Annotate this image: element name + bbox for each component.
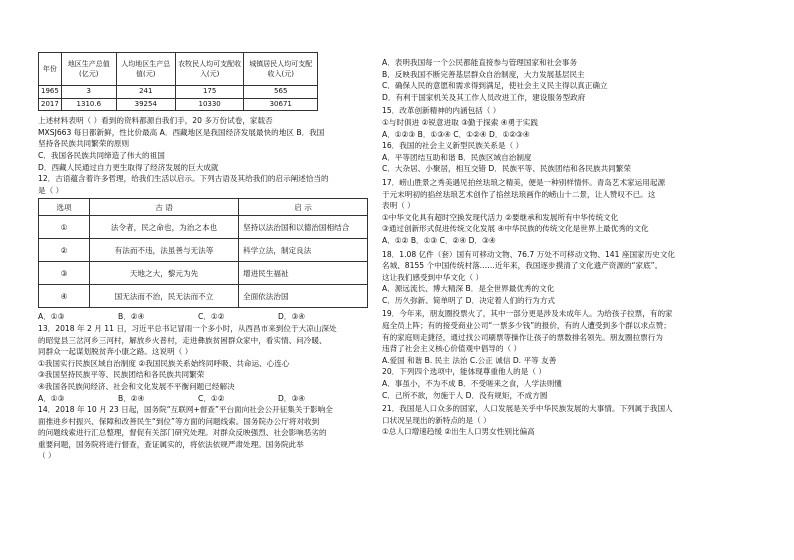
text-line: ①与时俱进 ②锐意进取 ③勤于探索 ④勇于实践 (382, 117, 538, 127)
text-line: D．有利于国家机关及其工作人员改进工作，建设服务型政府 (382, 92, 586, 102)
text-line: A.爱国 和谐 B. 民主 法治 C.公正 诚信 D. 平等 友善 (382, 355, 557, 365)
answer-option: D．③④ (278, 393, 306, 403)
answer-option: A．①③ (38, 393, 65, 403)
table-cell: ① (39, 216, 90, 239)
text-line: A．①②③ B．①③④ C．①②④ D．①②③④ (382, 129, 530, 139)
table-header-cell: 选项 (39, 199, 90, 216)
table-header-cell: 地区生产总值(亿元) (61, 53, 116, 86)
table-cell: 39254 (116, 98, 175, 111)
table-row (39, 216, 368, 239)
text-line: ①我国实行民族区域自治制度 ②我国民族关系始终同呼吸、共命运、心连心 (38, 358, 290, 368)
answer-option: C．①② (198, 393, 225, 403)
text-line: C．历久弥新、简单明了 D．决定着人们的行为方式 (382, 295, 556, 305)
text-line: 19．今年来，朋友圈投票火了，其中一部分更是涉及未成年人。为给孩子拉票，有的家 (382, 309, 673, 319)
text-line: C．确保人民的意愿和需求得到满足，使社会主义民主得以真正确立 (382, 81, 608, 91)
text-line: A．①② B．①③ C．②④ D．③④ (382, 235, 496, 245)
text-line: 上述材料表明（ ）看到的资料都源自我们手，20 多万份试卷，家载否 (38, 116, 273, 126)
right-column (382, 57, 760, 438)
table-cell: ② (39, 239, 90, 262)
table-row (39, 285, 368, 308)
table-row (39, 98, 318, 111)
answer-option: C．①② (198, 312, 225, 322)
table-header-cell: 农牧民人均可支配收入(元) (175, 53, 244, 86)
table-cell: 241 (116, 86, 175, 99)
text-line: A．平等团结互助和谐 B．民族区域自治制度 (382, 152, 532, 162)
table-cell: 国无法而不治，民无法而不立 (90, 285, 239, 308)
text-line: 表明（ ） (382, 201, 415, 211)
table-header-cell: 古 语 (90, 199, 239, 216)
text-line: 21．我国是人口众多的国家，人口发展是关乎中华民族发展的大事情。下列属于我国人 (382, 404, 673, 414)
answer-option: A．①③ (38, 312, 65, 322)
text-line: 坚持各民族共同繁荣的原则 (38, 139, 130, 149)
text-line: A．事虽小，不为不成 B．不受嗟来之食，人学法则懂 (382, 379, 562, 389)
text-line: C．大杂居、小聚居，相互交错 D．民族平等、民族团结和各民族共同繁荣 (382, 164, 631, 174)
text-line: 违背了社会主义核心价值观中倡导的（ ） (382, 344, 522, 354)
answer-option: B．②④ (118, 393, 145, 403)
text-line: 有的家庭则走捷径，通过找公司刷票等操作让孩子的票数排名领先。朋友圈拉票行为 (382, 332, 663, 342)
text-line: 的问题线索进行汇总整理，督促有关部门研究处理。对群众反映强烈、社会影响恶劣的 (38, 428, 327, 438)
table-cell: 全面依法治国 (239, 285, 368, 308)
text-line: 18．1.08 亿件（套）国有可移动文物、76.7 万处不可移动文物、141 座国家历史文化 (382, 249, 676, 259)
text-line: MXSJ663 每日都新鲜，性比价最高 A．西藏地区是我国经济发展最快的地区 B．我国 (38, 127, 325, 137)
table-row (39, 262, 368, 285)
text-line: A．表明我国每一个公民都能直接参与管理国家和社会事务 (382, 58, 578, 67)
table-row (39, 86, 318, 99)
table-cell: 坚持以法治国和以德治国相结合 (239, 216, 368, 239)
table-cell: 法令者，民之命也，为治之本也 (90, 216, 239, 239)
text-line: ①中华文化具有超时空换发现代活力 ②要继承和发展所有中华传统文化 (382, 212, 619, 222)
text-line: B．反映我国不断完善基层群众自治制度，大力发展基层民主 (382, 69, 585, 79)
table-header-cell: 城镇居民人均可支配收入(元) (244, 53, 318, 86)
text-line: 是（ ） (38, 185, 64, 195)
left-column (38, 52, 368, 462)
text-line: ④我国各民族间经济、社会和文化发展不平衡问题已经解决 (38, 381, 235, 391)
text-line: ③通过创新形式促进传统文化发展 ④中华民族的传统文化是世界上最优秀的文化 (382, 224, 649, 234)
table-cell: 175 (175, 86, 244, 99)
answer-option: D．③④ (278, 312, 306, 322)
text-line: 名城、8155 个中国传统村落……近年来，我国逐步摸清了文化遗产资源的“家底”。 (382, 261, 663, 271)
text-line: 的昭觉县三岔河乡三河村，解放乡火普村，走进彝族贫困群众家中，看实情、问冷暖、 (38, 335, 327, 345)
statistics-table (38, 52, 318, 111)
text-line: 口状况呈现出的新特点的是（ ） (382, 415, 491, 425)
table-cell: 1310.6 (61, 98, 116, 111)
answer-options-q13 (38, 393, 368, 405)
table-cell: 科学立法，制定良法 (239, 239, 368, 262)
text-line: （ ） (38, 451, 56, 461)
text-line: 20．下列四个选项中，能体现尊重他人的是（ ） (382, 367, 546, 377)
text-line: 15．改革创新精神的内涵包括（ ） (382, 106, 501, 116)
text-line: A．源远流长、博大精深 B．是全世界最优秀的文化 (382, 284, 555, 294)
text-line: 庭全员上阵；有的接受商业公司“一票多少钱”的报价，有的人遭受到多个群以求点赞； (382, 321, 671, 331)
text-line: 12．古语蕴含着许多哲理，给我们生活以启示。下列古语及其给我们的启示阐述恰当的 (38, 174, 329, 184)
table-cell: 2017 (39, 98, 62, 111)
table-row (39, 239, 368, 262)
table-header-cell: 启 示 (239, 199, 368, 216)
table-cell: 1965 (39, 86, 62, 99)
table-cell: 天地之大，黎元为先 (90, 262, 239, 285)
text-line: 17．崂山胜景之秀美遇见拍丝珐琅之精美，便是一种别样情怀。青岛艺术家运用起源 (382, 177, 666, 187)
text-line: C．我国各民族共同缔造了伟大的祖国 (38, 150, 165, 160)
text-line: 面推进乡村振兴、保障和改善民生“到位”等方面的问题线索。国务院办公厅将对收到 (38, 416, 320, 426)
answer-option: B．②④ (118, 312, 145, 322)
table-cell: 有法而不违，法虽善与无法等 (90, 239, 239, 262)
table-cell: ③ (39, 262, 90, 285)
table-header-row (39, 199, 368, 216)
text-line: 14．2018 年 10 月 23 日起，国务院“互联网+督查”平台面向社会公开征集关于影响全 (38, 405, 333, 415)
text-line: 这让我们感受到中华文化（ ） (382, 272, 484, 282)
answer-options-q12 (38, 311, 368, 323)
table-cell: 增进民生福祉 (239, 262, 368, 285)
table-cell: 10330 (175, 98, 244, 111)
text-line: 于元末明初的掐丝珐琅艺术创作了掐丝珐琅画作的崂山十二景，让人赞叹不已。这 (382, 189, 656, 199)
table-cell: 3 (61, 86, 116, 99)
text-line: 重要问题，国务院将进行督查，查证属实的，将依法依规严肃处理。国务院此举 (38, 439, 304, 449)
table-header-row (39, 53, 318, 86)
text-line: ①总人口增速趋缓 ②出生人口男女性别比偏高 (382, 427, 535, 437)
table-cell: ④ (39, 285, 90, 308)
text-line: 13．2018 年 2 月 11 日，习近平总书记冒雨一个多小时，从西昌市来到位于大凉山深处 (38, 323, 337, 333)
text-line: ③我国坚持民族平等、民族团结和各民族共同繁荣 (38, 370, 205, 380)
table-cell: 30671 (244, 98, 318, 111)
table-header-cell: 人均地区生产总值(元) (116, 53, 175, 86)
table-cell: 565 (244, 86, 318, 99)
text-line: C．己所不欲，勿施于人 D．没有规矩，不成方圆 (382, 390, 548, 400)
saying-table (38, 198, 368, 308)
text-line: 同群众一起谋划脱贫奔小康之路。这说明（ ） (38, 347, 193, 357)
text-line: D．西藏人民通过自力更生取得了经济发展的巨大成就 (38, 162, 219, 172)
table-header-cell: 年份 (39, 53, 62, 86)
text-line: 16．我国的社会主义新型民族关系是（ ） (382, 141, 524, 151)
